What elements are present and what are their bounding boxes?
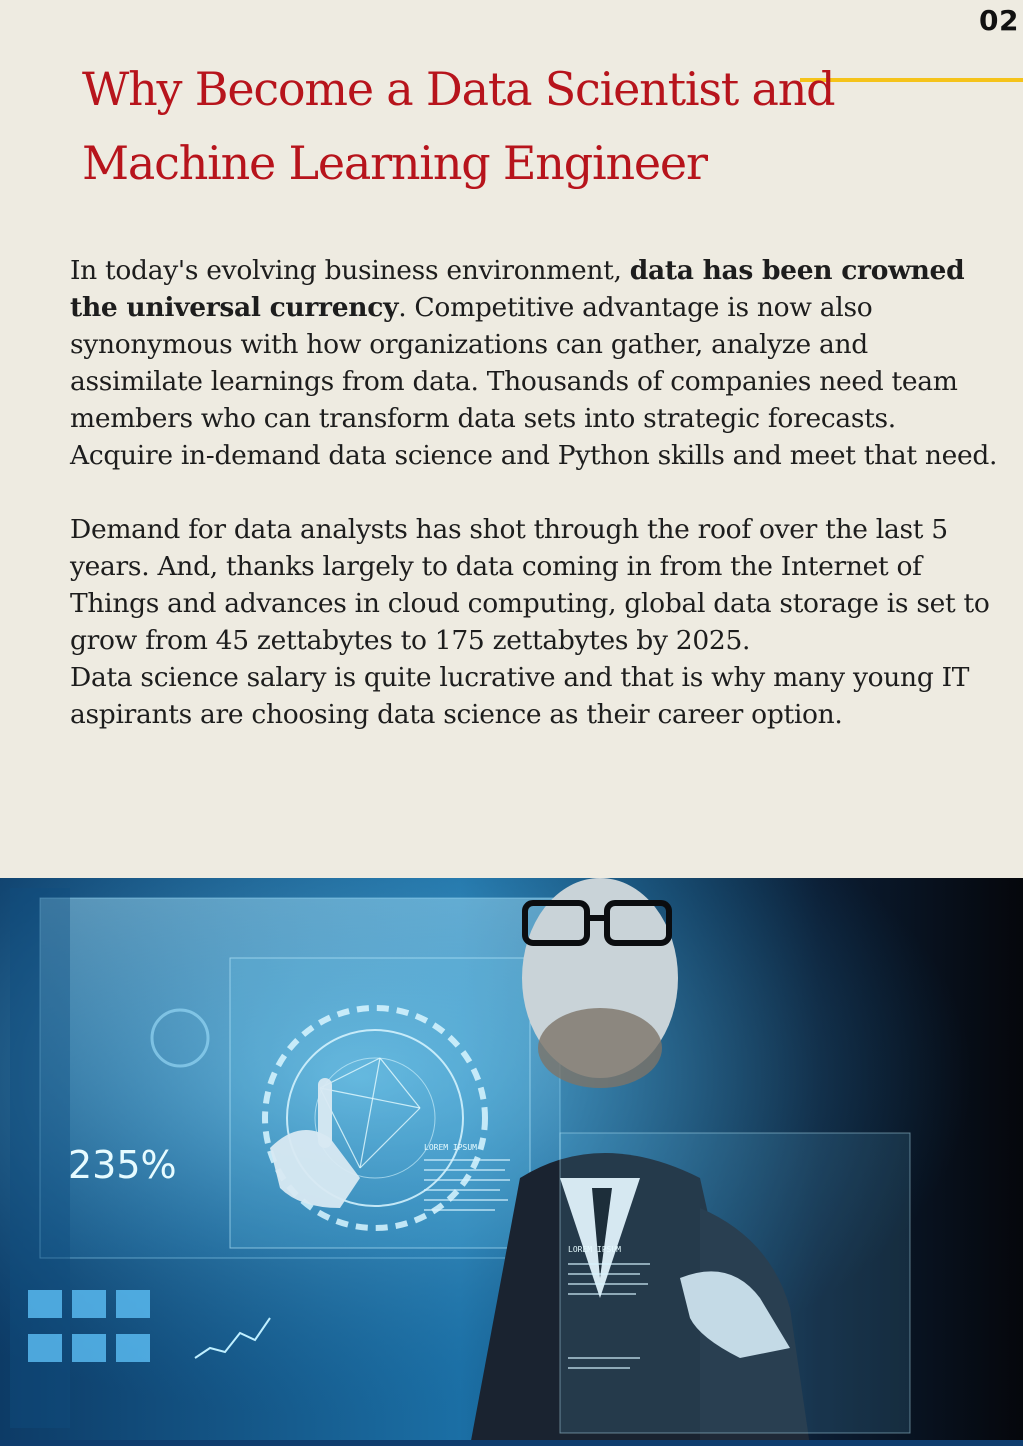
title-line-2: Machine Learning Engineer bbox=[82, 136, 707, 190]
paragraph-1 bbox=[70, 252, 1000, 474]
hero-image bbox=[0, 878, 1023, 1446]
paragraph-1-rest: . Competitive advantage is now also synonymous with how organizations can gather, analyze and assimilate learnings from data. Thousands of companies need team members who can transform data sets into strategic forecasts. Acquire in-demand data science and Python skills and meet that need. bbox=[70, 292, 998, 471]
title-line-1: Why Become a Data Scientist and bbox=[82, 62, 835, 116]
screen-panel bbox=[230, 958, 530, 1248]
page-title bbox=[82, 52, 834, 200]
paragraph-2: Demand for data analysts has shot through the roof over the last 5 years. And, thanks largely to data coming in from the Internet of Things and advances in cloud computing, global data storage is set to grow from 45 zettabytes to 175 zettabytes by 2025. bbox=[70, 514, 990, 656]
body-text bbox=[70, 252, 1000, 733]
page-number: 02 bbox=[979, 4, 1019, 37]
panel-heading: LOREM IPSUM bbox=[424, 1143, 477, 1152]
paragraph-1-lead: In today's evolving business environment, bbox=[70, 255, 630, 286]
paragraph-3: Data science salary is quite lucrative and that is why many young IT aspirants are choosing data science as their career option. bbox=[70, 662, 970, 730]
paragraph-1-emphasis: data has been crowned the universal currency bbox=[70, 255, 965, 323]
panel-heading: LOREM IPSUM bbox=[568, 1245, 621, 1254]
stat-readout: 235% bbox=[68, 1143, 177, 1187]
